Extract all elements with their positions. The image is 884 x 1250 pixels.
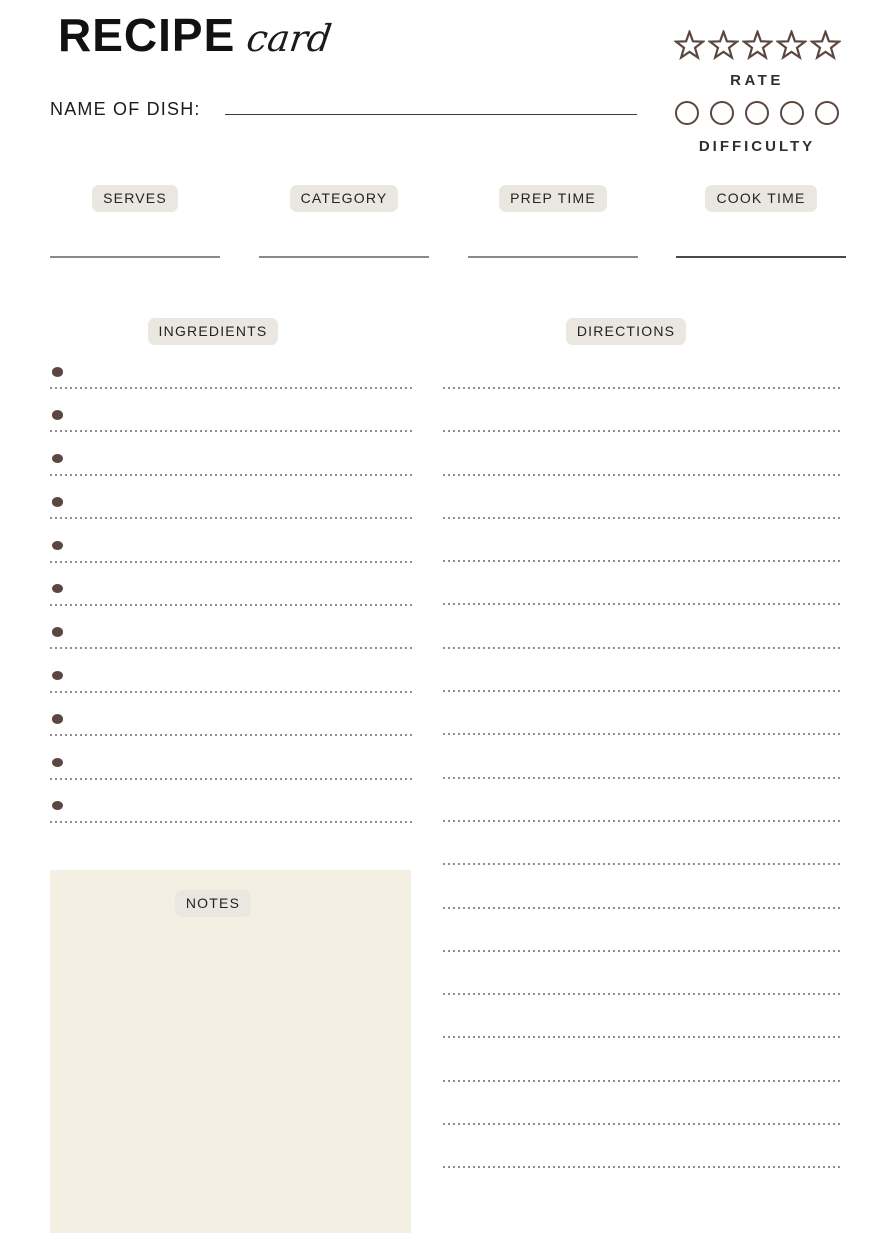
ingredient-row[interactable]: [50, 407, 412, 450]
field-cook-time: [676, 185, 846, 258]
direction-line[interactable]: [443, 1123, 841, 1125]
ingredient-line[interactable]: [50, 734, 412, 736]
direction-row[interactable]: [443, 647, 841, 690]
direction-line[interactable]: [443, 907, 841, 909]
directions-heading-wrap: [443, 318, 809, 345]
ingredient-row[interactable]: [50, 494, 412, 537]
direction-row[interactable]: [443, 603, 841, 646]
star-icon[interactable]: [810, 30, 841, 62]
ingredient-line[interactable]: [50, 387, 412, 389]
rate-label: RATE: [730, 72, 784, 89]
rating-block: [668, 30, 846, 155]
direction-line[interactable]: [443, 1080, 841, 1082]
prep-time-label: PREP TIME: [499, 185, 607, 212]
direction-row[interactable]: [443, 1123, 841, 1166]
directions-list: [443, 387, 841, 1210]
directions-heading: DIRECTIONS: [566, 318, 686, 345]
direction-row[interactable]: [443, 820, 841, 863]
dish-name-label: NAME OF DISH:: [50, 99, 201, 119]
bullet-icon: [52, 367, 63, 377]
direction-line[interactable]: [443, 733, 841, 735]
bullet-icon: [52, 627, 63, 637]
notes-box[interactable]: [50, 870, 411, 1233]
dish-name-row: [50, 95, 637, 120]
bullet-icon: [52, 801, 63, 811]
direction-line[interactable]: [443, 517, 841, 519]
ingredient-row[interactable]: [50, 538, 412, 581]
difficulty-circle-icon[interactable]: [780, 101, 804, 125]
direction-row[interactable]: [443, 474, 841, 517]
difficulty-circles[interactable]: [668, 101, 846, 125]
direction-line[interactable]: [443, 1166, 841, 1168]
direction-row[interactable]: [443, 1036, 841, 1079]
rating-stars[interactable]: [668, 30, 846, 64]
ingredient-line[interactable]: [50, 517, 412, 519]
difficulty-circle-icon[interactable]: [815, 101, 839, 125]
ingredients-heading-wrap: [50, 318, 376, 345]
direction-row[interactable]: [443, 560, 841, 603]
notes-heading: NOTES: [175, 890, 251, 917]
difficulty-circle-icon[interactable]: [745, 101, 769, 125]
ingredient-row[interactable]: [50, 798, 412, 841]
ingredient-row[interactable]: [50, 364, 412, 407]
direction-line[interactable]: [443, 1036, 841, 1038]
direction-line[interactable]: [443, 647, 841, 649]
bullet-icon: [52, 584, 63, 594]
prep-time-input[interactable]: [468, 256, 638, 258]
bullet-icon: [52, 541, 63, 551]
direction-row[interactable]: [443, 950, 841, 993]
bullet-icon: [52, 671, 63, 681]
page-title-script: card: [244, 17, 335, 60]
ingredient-line[interactable]: [50, 604, 412, 606]
direction-line[interactable]: [443, 690, 841, 692]
direction-line[interactable]: [443, 430, 841, 432]
star-icon[interactable]: [674, 30, 705, 62]
direction-line[interactable]: [443, 777, 841, 779]
ingredient-line[interactable]: [50, 474, 412, 476]
ingredient-line[interactable]: [50, 821, 412, 823]
direction-line[interactable]: [443, 820, 841, 822]
direction-line[interactable]: [443, 560, 841, 562]
category-label: CATEGORY: [290, 185, 399, 212]
serves-input[interactable]: [50, 256, 220, 258]
ingredient-row[interactable]: [50, 711, 412, 754]
direction-row[interactable]: [443, 1080, 841, 1123]
direction-row[interactable]: [443, 1166, 841, 1209]
dish-name-input[interactable]: [225, 95, 637, 115]
field-prep-time: [468, 185, 638, 258]
ingredient-row[interactable]: [50, 624, 412, 667]
direction-row[interactable]: [443, 430, 841, 473]
bullet-icon: [52, 714, 63, 724]
notes-heading-wrap: [50, 890, 376, 917]
direction-row[interactable]: [443, 387, 841, 430]
star-icon[interactable]: [742, 30, 773, 62]
page-header: [58, 8, 335, 62]
ingredient-row[interactable]: [50, 581, 412, 624]
direction-line[interactable]: [443, 387, 841, 389]
ingredient-row[interactable]: [50, 451, 412, 494]
ingredient-row[interactable]: [50, 755, 412, 798]
difficulty-label: DIFFICULTY: [698, 138, 816, 155]
direction-row[interactable]: [443, 517, 841, 560]
ingredient-line[interactable]: [50, 430, 412, 432]
bullet-icon: [52, 758, 63, 768]
direction-row[interactable]: [443, 690, 841, 733]
ingredient-line[interactable]: [50, 561, 412, 563]
bullet-icon: [52, 497, 63, 507]
field-category: [259, 185, 429, 258]
direction-line[interactable]: [443, 474, 841, 476]
page-title: RECIPE: [58, 9, 236, 61]
direction-row[interactable]: [443, 993, 841, 1036]
direction-line[interactable]: [443, 863, 841, 865]
direction-line[interactable]: [443, 950, 841, 952]
bullet-icon: [52, 410, 63, 420]
cook-time-input[interactable]: [676, 256, 846, 258]
ingredient-line[interactable]: [50, 691, 412, 693]
difficulty-circle-icon[interactable]: [710, 101, 734, 125]
field-serves: [50, 185, 220, 258]
direction-row[interactable]: [443, 907, 841, 950]
ingredient-line[interactable]: [50, 778, 412, 780]
direction-row[interactable]: [443, 863, 841, 906]
ingredients-list: [50, 364, 412, 841]
serves-label: SERVES: [92, 185, 178, 212]
direction-line[interactable]: [443, 993, 841, 995]
cook-time-label: COOK TIME: [705, 185, 816, 212]
direction-line[interactable]: [443, 603, 841, 605]
star-icon[interactable]: [776, 30, 807, 62]
star-icon[interactable]: [708, 30, 739, 62]
difficulty-circle-icon[interactable]: [675, 101, 699, 125]
direction-row[interactable]: [443, 733, 841, 776]
ingredient-line[interactable]: [50, 647, 412, 649]
ingredient-row[interactable]: [50, 668, 412, 711]
direction-row[interactable]: [443, 777, 841, 820]
ingredients-heading: INGREDIENTS: [148, 318, 279, 345]
bullet-icon: [52, 454, 63, 464]
category-input[interactable]: [259, 256, 429, 258]
